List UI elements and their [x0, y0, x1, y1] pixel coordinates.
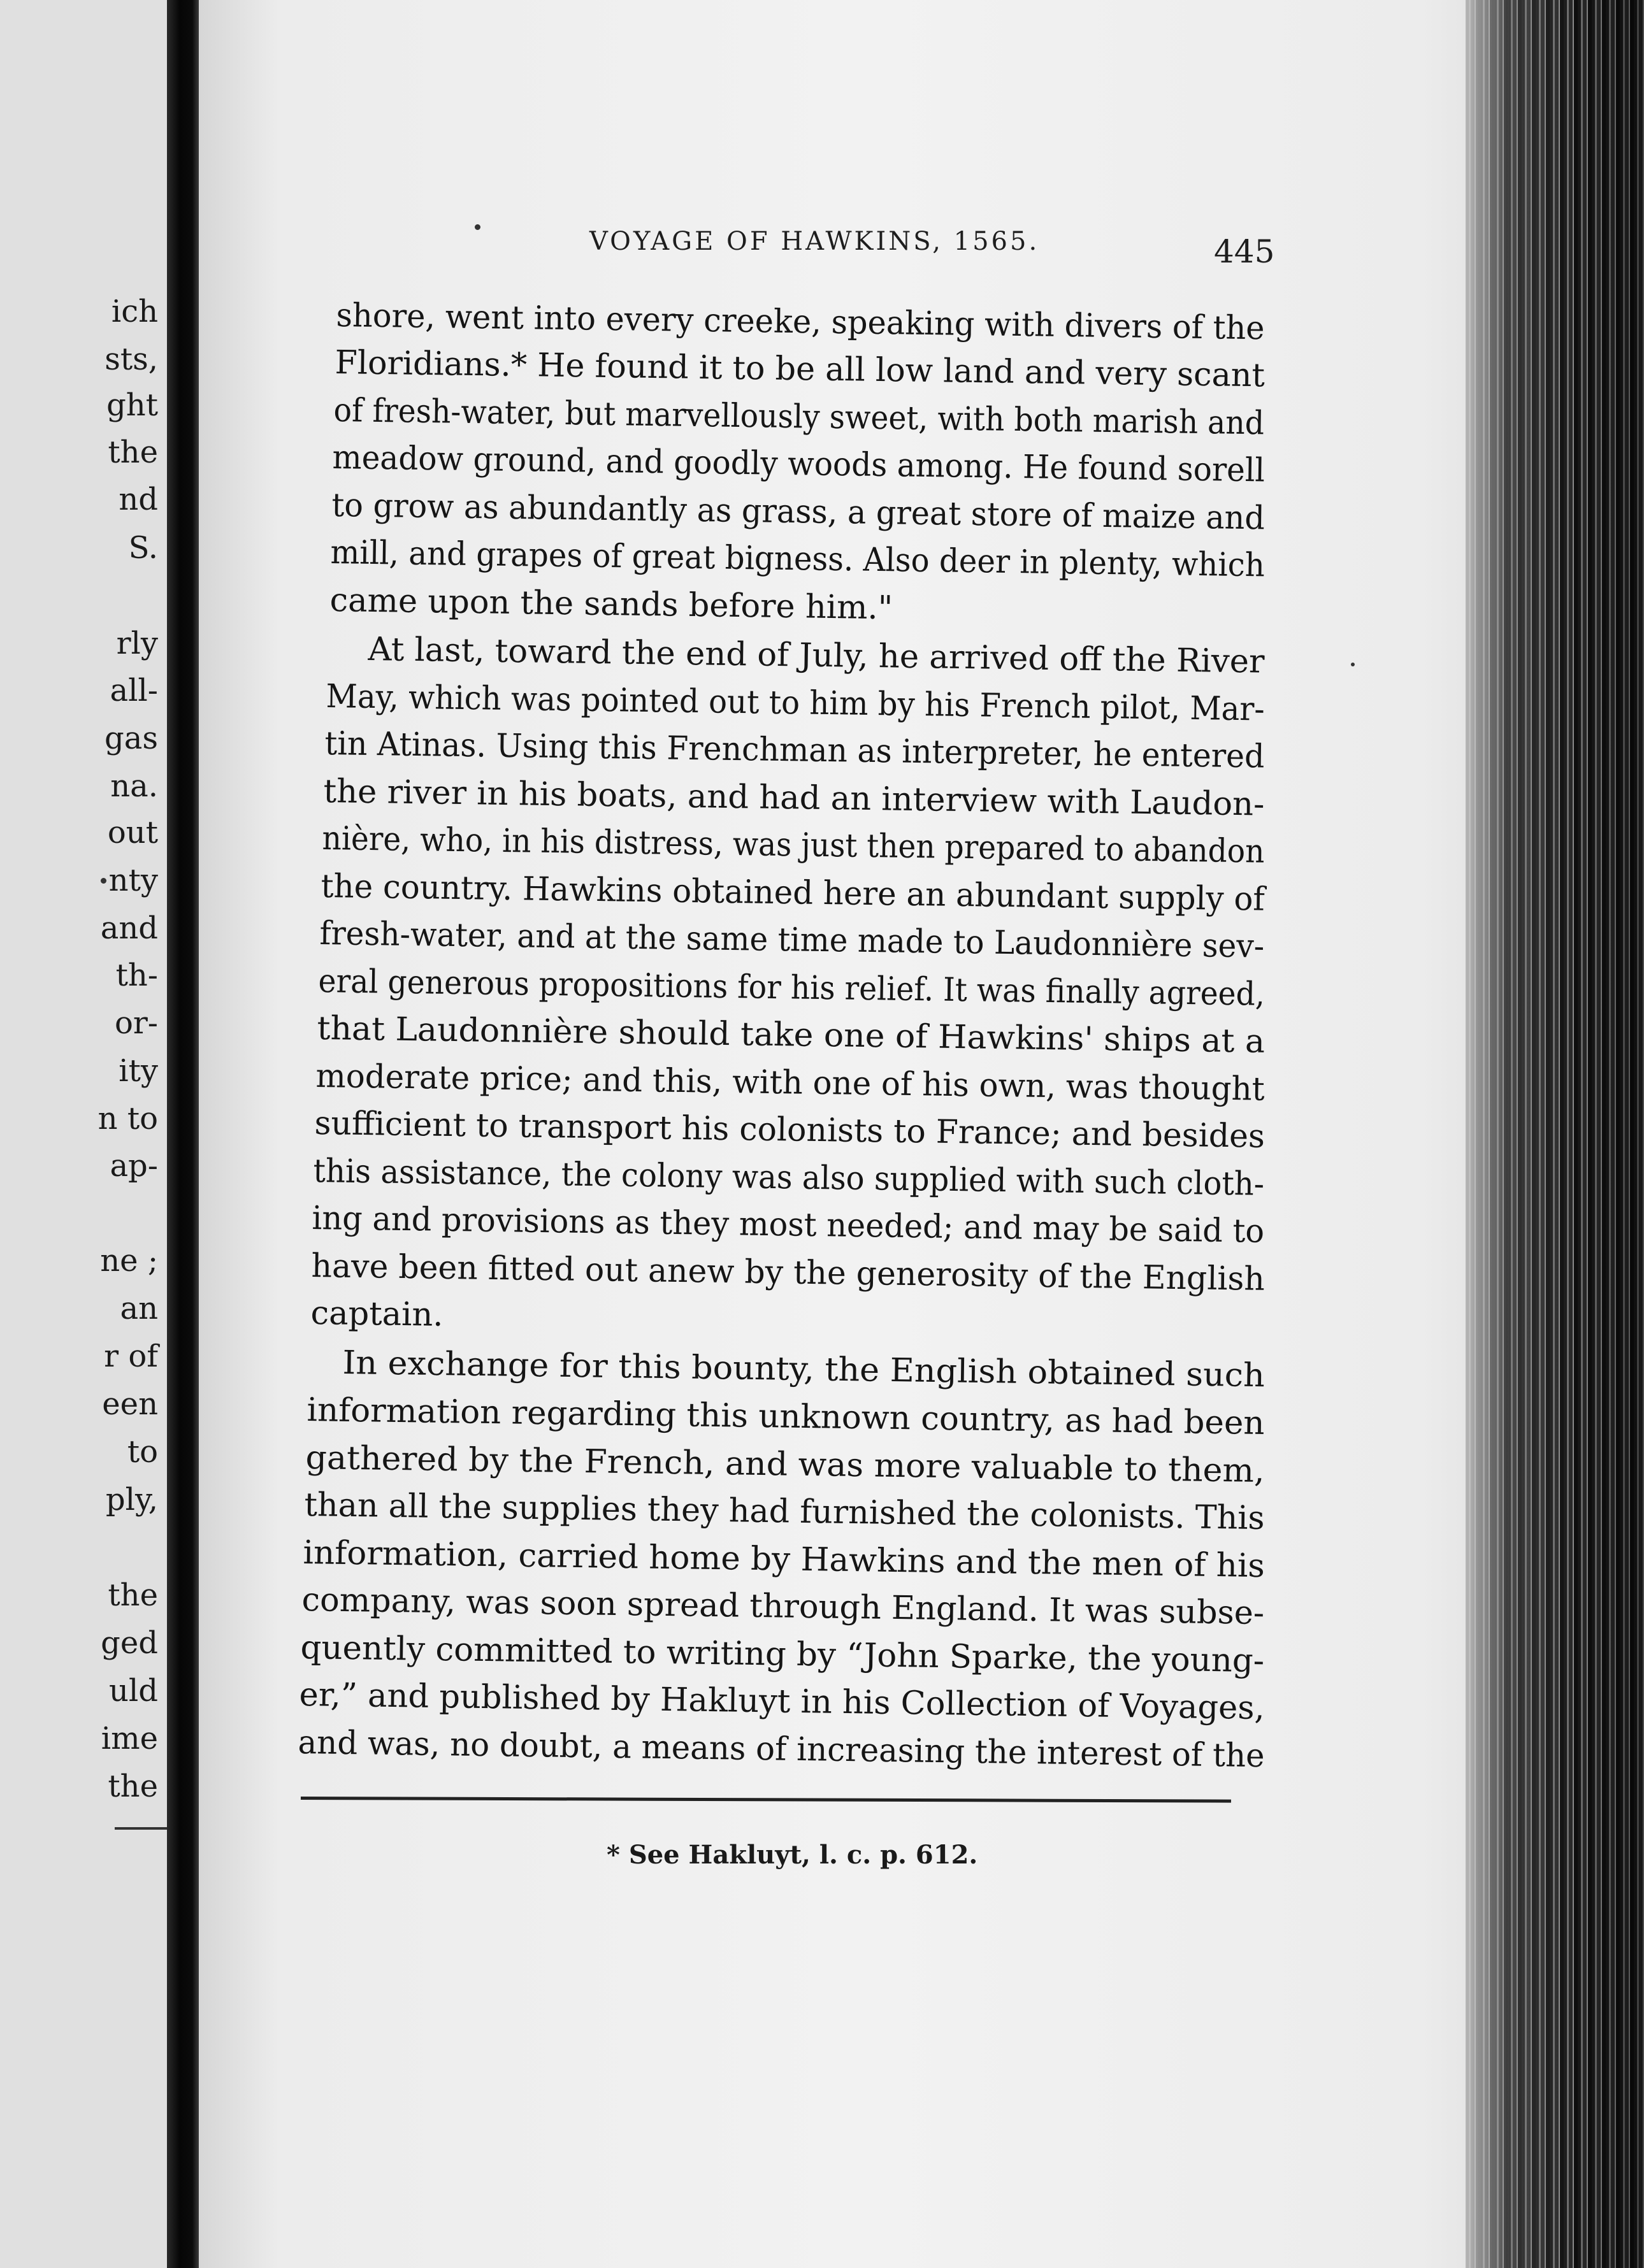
left-page-line: all- — [110, 673, 158, 708]
left-page-line: ne ; — [100, 1243, 158, 1279]
left-page-line: or- — [114, 1005, 158, 1041]
left-page-line: th- — [115, 958, 158, 993]
left-page-line: the — [108, 434, 158, 470]
left-page-line: out — [107, 815, 158, 850]
left-page-line: n to — [97, 1101, 158, 1137]
text-line: than all the supplies they had furnished the colonists. This — [304, 1486, 1265, 1538]
left-page-line: ime — [101, 1721, 158, 1756]
text-line: the country. Hawkins obtained here an abundant supply of — [321, 868, 1265, 919]
text-line: and was, no doubt, a means of increasing the interest of the — [298, 1724, 1265, 1776]
text-line: information, carried home by Hawkins and the men of his — [303, 1534, 1265, 1586]
text-line: moderate price; and this, with one of his own, was thought — [315, 1058, 1265, 1109]
ink-speck — [475, 224, 480, 230]
left-page-line: ght — [106, 387, 158, 423]
left-page-line: uld — [109, 1673, 158, 1709]
text-line: gathered by the French, and was more valuable to them, — [305, 1439, 1265, 1491]
left-page-line: ap- — [110, 1148, 158, 1184]
left-page-line: sts, — [105, 341, 158, 377]
left-page-line: the — [108, 1769, 158, 1804]
running-head: VOYAGE OF HAWKINS, 1565. — [589, 227, 1040, 256]
text-line: have been fitted out anew by the generosity of the English — [311, 1247, 1265, 1298]
text-line: company, was soon spread through England. It was subse- — [301, 1581, 1265, 1633]
text-line: to grow as abundantly as grass, a great store of maize and — [331, 487, 1265, 538]
left-page-line: an — [120, 1291, 158, 1326]
text-line: this assistance, the colony was also supplied with such cloth- — [313, 1152, 1265, 1203]
text-line: sufficient to transport his colonists to France; and besides — [314, 1105, 1265, 1156]
left-page-line: the — [108, 1577, 158, 1613]
left-page-line: een — [102, 1386, 158, 1422]
text-line: May, which was pointed out to him by his French pilot, Mar- — [326, 678, 1265, 729]
left-page-line: nty — [108, 863, 158, 898]
text-line: shore, went into every creeke, speaking with divers of the — [336, 297, 1265, 348]
page-edges-shading — [1466, 0, 1644, 2268]
text-line: eral generous propositions for his relief. It was finally agreed, — [318, 963, 1265, 1014]
text-line: that Laudonnière should take one of Hawkins' ships at a — [317, 1010, 1265, 1061]
left-page-line: and — [100, 910, 158, 946]
book-gutter — [167, 0, 199, 2268]
text-line: meadow ground, and goodly woods among. He found sorell — [332, 439, 1265, 490]
text-line: quently committed to writing by “John Sparke, the young- — [300, 1629, 1265, 1681]
text-line: nière, who, in his distress, was just then prepared to abandon — [322, 820, 1265, 871]
left-page-line: ply, — [105, 1482, 158, 1518]
text-line: information regarding this unknown country, as had been — [306, 1391, 1265, 1442]
left-page-line: gas — [105, 721, 158, 756]
left-page-line: to — [127, 1434, 158, 1470]
text-line: captain. — [310, 1295, 443, 1334]
text-line: the river in his boats, and had an interview with Laudon- — [323, 773, 1265, 824]
left-page-line: S. — [128, 530, 158, 566]
page-number: 445 — [1214, 233, 1275, 270]
left-page-line: rly — [116, 626, 158, 661]
footnote: * See Hakluyt, l. c. p. 612. — [607, 1840, 978, 1870]
left-page-line: r of — [104, 1339, 158, 1374]
ink-speck — [101, 878, 106, 884]
left-page-line: ich — [111, 294, 158, 329]
left-page-line: ity — [119, 1053, 158, 1089]
ink-speck — [1351, 663, 1355, 666]
text-line: At last, toward the end of July, he arrived off the River — [368, 631, 1265, 681]
text-line: tin Atinas. Using this Frenchman as interpreter, he entered — [324, 725, 1265, 776]
left-page-line: nd — [119, 482, 158, 517]
text-line: fresh-water, and at the same time made to Laudonnière sev- — [319, 915, 1265, 966]
text-line: Floridians.* He found it to be all low land and very scant — [335, 344, 1265, 395]
facing-page-fragment — [0, 0, 167, 2268]
text-line: of fresh-water, but marvellously sweet, with both marish and — [333, 392, 1265, 443]
left-page-line: na. — [110, 768, 158, 804]
text-line: mill, and grapes of great bigness. Also deer in plenty, which — [330, 534, 1265, 585]
left-page-footnote-rule — [115, 1827, 167, 1830]
text-line: came upon the sands before him." — [329, 582, 893, 628]
text-line: In exchange for this bounty, the English obtained such — [342, 1344, 1265, 1395]
left-page-line: ged — [101, 1625, 158, 1661]
text-line: er,” and published by Hakluyt in his Collection of Voyages, — [299, 1676, 1265, 1728]
text-line: ing and provisions as they most needed; and may be said to — [312, 1200, 1265, 1251]
